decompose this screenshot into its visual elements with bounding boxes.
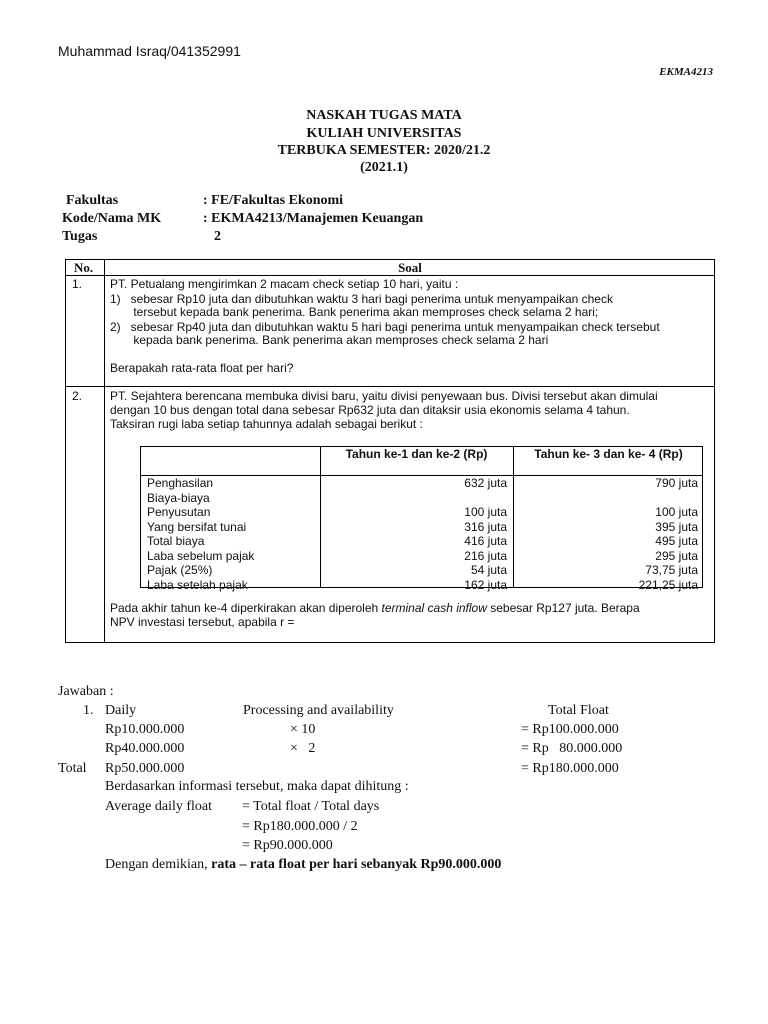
q1-number: 1. — [72, 277, 83, 291]
header-no: No. — [74, 260, 94, 275]
title-line-3: TERBUKA SEMESTER: 2020/21.2 — [277, 143, 491, 158]
finance-value-y12: 632 juta — [464, 476, 507, 490]
finance-value-y12: 216 juta — [464, 548, 507, 563]
meta-key-kode: Kode/Nama MK — [62, 211, 162, 226]
adf-label: Average daily float — [105, 799, 213, 814]
total-label: Total — [58, 761, 87, 776]
q2-line: Taksiran rugi laba setiap tahunnya adalah sebagai berikut : — [110, 417, 423, 431]
q2-number: 2. — [72, 389, 83, 403]
finance-col-header: Tahun ke- 3 dan ke- 4 (Rp) — [534, 447, 683, 461]
question-table — [65, 259, 715, 643]
header-soal: Soal — [398, 260, 422, 275]
meta-value-kode: : EKMA4213/Manajemen Keuangan — [203, 211, 424, 226]
finance-value-y12: 100 juta — [464, 505, 507, 519]
finance-value-y12: 162 juta — [464, 577, 507, 592]
col-processing: Processing and availability — [243, 703, 394, 718]
title-line-2: KULIAH UNIVERSITAS — [306, 126, 462, 141]
finance-value-y34: 73,75 juta — [645, 563, 698, 577]
finance-row-label: Biaya-biaya — [147, 490, 210, 505]
col-daily: Daily — [105, 703, 137, 718]
finance-value-y34: 100 juta — [655, 505, 698, 519]
adf-step: = Total float / Total days — [242, 799, 380, 814]
total-daily-value: Rp50.000.000 — [105, 761, 185, 776]
total-float-value: = Rp 80.000.000 — [521, 741, 623, 756]
finance-row-label: Laba setelah pajak — [147, 577, 248, 592]
total-float-value: = Rp100.000.000 — [521, 722, 619, 737]
meta-value-fakultas: : FE/Fakultas Ekonomi — [203, 193, 344, 208]
q1-line: kepada bank penerima. Bank penerima akan memproses check selama 2 hari — [110, 333, 549, 347]
finance-table — [140, 446, 703, 592]
multiplier: × 2 — [290, 741, 316, 756]
finance-value-y34: 495 juta — [655, 534, 698, 548]
finance-row-label: Penghasilan — [147, 476, 214, 490]
q1-line: 2) sebesar Rp40 juta dan dibutuhkan waktu 5 hari bagi penerima untuk menyampaikan check tersebut — [110, 320, 660, 334]
daily-value: Rp10.000.000 — [105, 722, 185, 737]
conclusion: Dengan demikian, rata – rata float per hari sebanyak Rp90.000.000 — [105, 857, 502, 872]
adf-step: = Rp180.000.000 / 2 — [242, 819, 358, 834]
author-name: Muhammad Israq/041352991 — [58, 43, 241, 59]
multiplier: × 10 — [290, 722, 316, 737]
calc-intro: Berdasarkan informasi tersebut, maka dapat dihitung : — [105, 779, 409, 794]
adf-step: = Rp90.000.000 — [242, 838, 333, 853]
title-line-4: (2021.1) — [360, 160, 408, 175]
finance-row-label: Laba sebelum pajak — [147, 548, 255, 563]
finance-row-label: Total biaya — [147, 534, 205, 548]
q1-question: Berapakah rata-rata float per hari? — [110, 361, 294, 375]
meta-key-fakultas: Fakultas — [66, 193, 119, 208]
q2-line: PT. Sejahtera berencana membuka divisi baru, yaitu divisi penyewaan bus. Divisi tersebut akan dimulai — [110, 389, 658, 403]
meta-key-tugas: Tugas — [62, 229, 98, 244]
finance-value-y12: 316 juta — [464, 519, 507, 534]
finance-value-y12: 54 juta — [470, 563, 507, 577]
col-total-float: Total Float — [548, 703, 609, 718]
meta-value-tugas: 2 — [214, 229, 221, 244]
finance-value-y12: 416 juta — [464, 534, 507, 548]
finance-value-y34: 395 juta — [655, 519, 698, 534]
finance-value-y34: 221,25 juta — [638, 577, 698, 592]
course-code-tag: EKMA4213 — [659, 66, 713, 78]
finance-value-y34: 295 juta — [655, 548, 698, 563]
q2-closing-line: Pada akhir tahun ke-4 diperkirakan akan diperoleh terminal cash inflow sebesar Rp127 juta. Berapa — [110, 601, 640, 615]
finance-row-label: Pajak (25%) — [147, 563, 213, 577]
finance-col-header: Tahun ke-1 dan ke-2 (Rp) — [345, 447, 488, 461]
answer-label: Jawaban : — [58, 684, 114, 699]
q1-line: 1) sebesar Rp10 juta dan dibutuhkan waktu 3 hari bagi penerima untuk menyampaikan check — [110, 292, 613, 306]
q2-closing-line: NPV investasi tersebut, apabila r = — [110, 615, 295, 629]
q1-line: PT. Petualang mengirimkan 2 macam check setiap 10 hari, yaitu : — [110, 277, 459, 291]
q1-line: tersebut kepada bank penerima. Bank penerima akan memproses check selama 2 hari; — [110, 305, 599, 319]
q2-line: dengan 10 bus dengan total dana sebesar Rp632 juta dan ditaksir usia ekonomis selama 4 tahun. — [110, 403, 630, 417]
title-line-1: NASKAH TUGAS MATA — [306, 108, 462, 123]
total-float-sum: = Rp180.000.000 — [521, 761, 619, 776]
finance-row-label: Yang bersifat tunai — [147, 519, 247, 534]
finance-row-label: Penyusutan — [147, 505, 211, 519]
daily-value: Rp40.000.000 — [105, 741, 185, 756]
answer-item-number: 1. — [83, 703, 94, 718]
finance-value-y34: 790 juta — [655, 476, 698, 490]
